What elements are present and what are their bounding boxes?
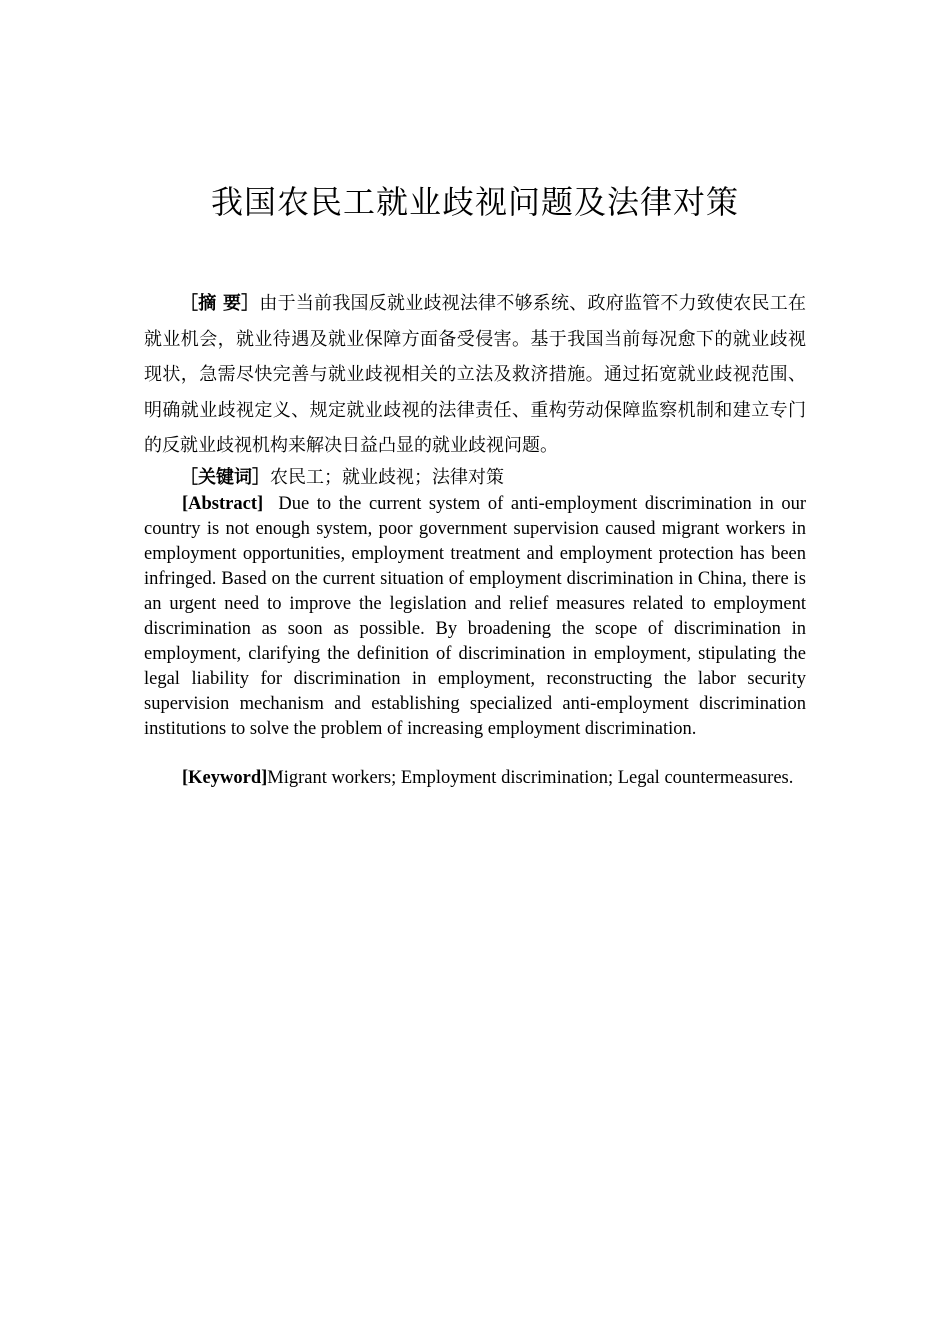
chinese-keywords-label: ［关键词］ — [180, 467, 270, 488]
english-abstract — [144, 492, 806, 742]
chinese-abstract — [144, 286, 806, 464]
chinese-abstract-label: ［摘 要］ — [180, 293, 260, 314]
english-abstract-text: Due to the current system of anti-employment discrimination in our country is not enough system, poor government supervision caused migrant workers in employment opportunities, employment treatment and employment protection has been infringed. Based on the current situation of employment discrimination in China, there is an urgent need to improve the legislation and relief measures related to employment discrimination as soon as possible. By broadening the scope of discrimination in employment, clarifying the definition of discrimination in employment, stipulating the legal liability for discrimination in employment, reconstructing the labor security supervision mechanism and establishing specialized anti-employment discrimination institutions to solve the problem of increasing employment discrimination. — [144, 494, 806, 739]
chinese-keywords — [144, 463, 806, 493]
chinese-keywords-text: 农民工；就业歧视；法律对策 — [270, 467, 504, 488]
english-abstract-label: [Abstract] — [182, 494, 264, 514]
paper-title: 我国农民工就业歧视问题及法律对策 — [210, 183, 739, 221]
english-keywords-text: Migrant workers; Employment discrimination; Legal countermeasures. — [267, 768, 794, 788]
english-keywords — [144, 766, 806, 791]
chinese-abstract-text: 由于当前我国反就业歧视法律不够系统、政府监管不力致使农民工在就业机会，就业待遇及就业保障方面备受侵害。基于我国当前每况愈下的就业歧视现状，急需尽快完善与就业歧视相关的立法及救济措施。通过拓宽就业歧视范围、明确就业歧视定义、规定就业歧视的法律责任、重构劳动保障监察机制和建立专门的反就业歧视机构来解决日益凸显的就业歧视问题。 — [144, 293, 806, 456]
english-keywords-label: [Keyword] — [182, 768, 268, 788]
